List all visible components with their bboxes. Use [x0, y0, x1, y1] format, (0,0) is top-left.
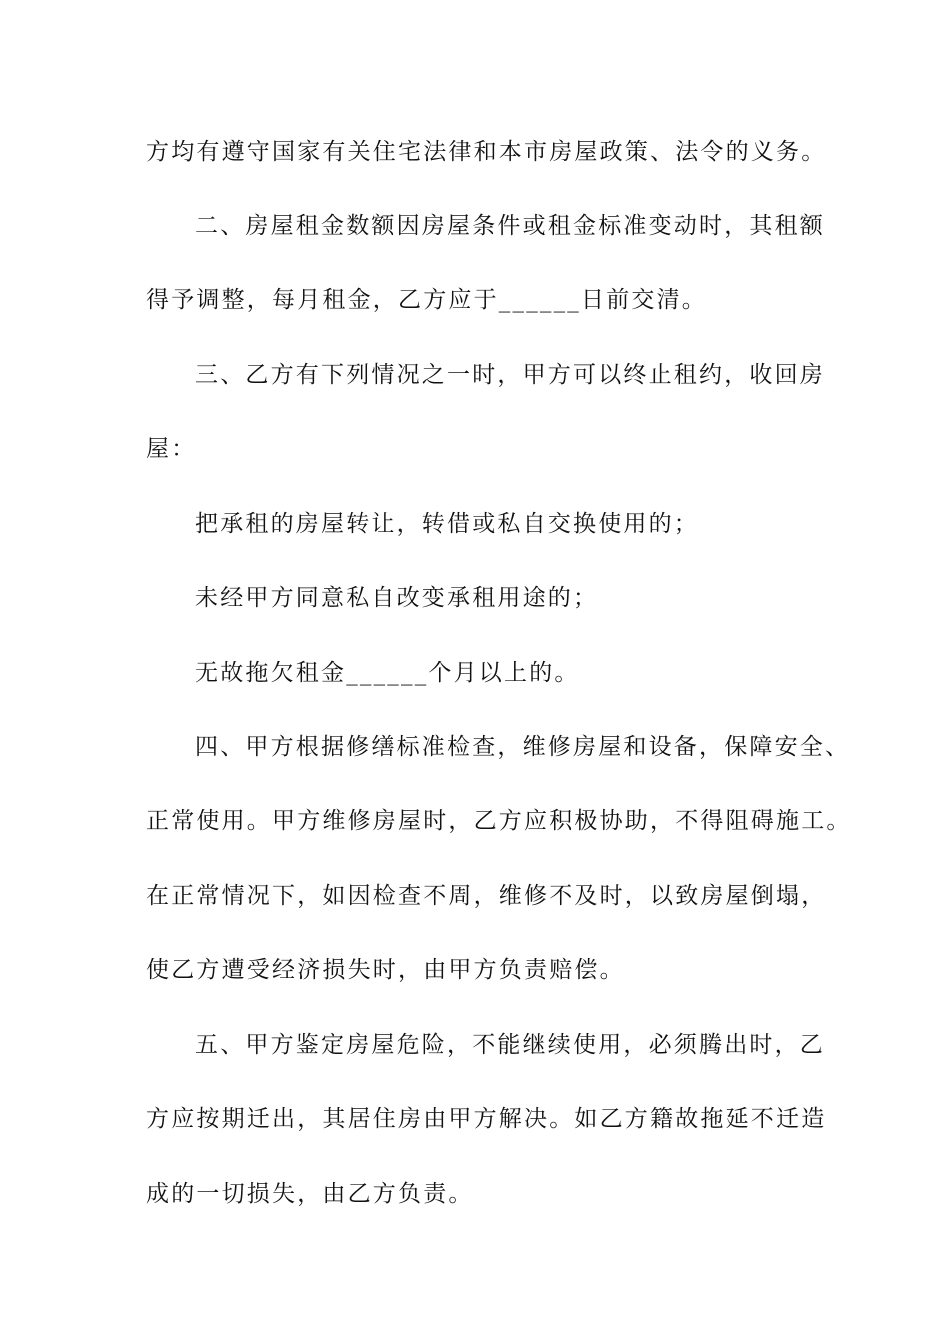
text-line: 无故拖欠租金______个月以上的。: [195, 660, 580, 686]
text-line: 方应按期迁出，其居住房由甲方解决。如乙方籍故拖延不迁造: [146, 1106, 827, 1132]
text-line: 正常使用。甲方维修房屋时，乙方应积极协助，不得阻碍施工。: [146, 808, 852, 834]
text-line: 把承租的房屋转让，转借或私自交换使用的；: [195, 511, 699, 537]
text-line: 在正常情况下，如因检查不周，维修不及时，以致房屋倒塌，: [146, 883, 827, 909]
text-line: 三、乙方有下列情况之一时，甲方可以终止租约，收回房: [195, 362, 825, 388]
text-line: 五、甲方鉴定房屋危险，不能继续使用，必须腾出时，乙: [195, 1032, 825, 1058]
text-line: 使乙方遭受经济损失时，由甲方负责赔偿。: [146, 957, 625, 983]
text-line: 未经甲方同意私自改变承租用途的；: [195, 585, 599, 611]
text-line: 成的一切损失，由乙方负责。: [146, 1181, 474, 1207]
text-line: 四、甲方根据修缮标准检查，维修房屋和设备，保障安全、: [195, 734, 851, 760]
text-line: 二、房屋租金数额因房屋条件或租金标准变动时，其租额: [195, 213, 825, 239]
text-line: 方均有遵守国家有关住宅法律和本市房屋政策、法令的义务。: [146, 139, 827, 165]
text-line: 得予调整，每月租金，乙方应于______日前交清。: [146, 287, 707, 313]
text-line: 屋：: [146, 436, 197, 462]
